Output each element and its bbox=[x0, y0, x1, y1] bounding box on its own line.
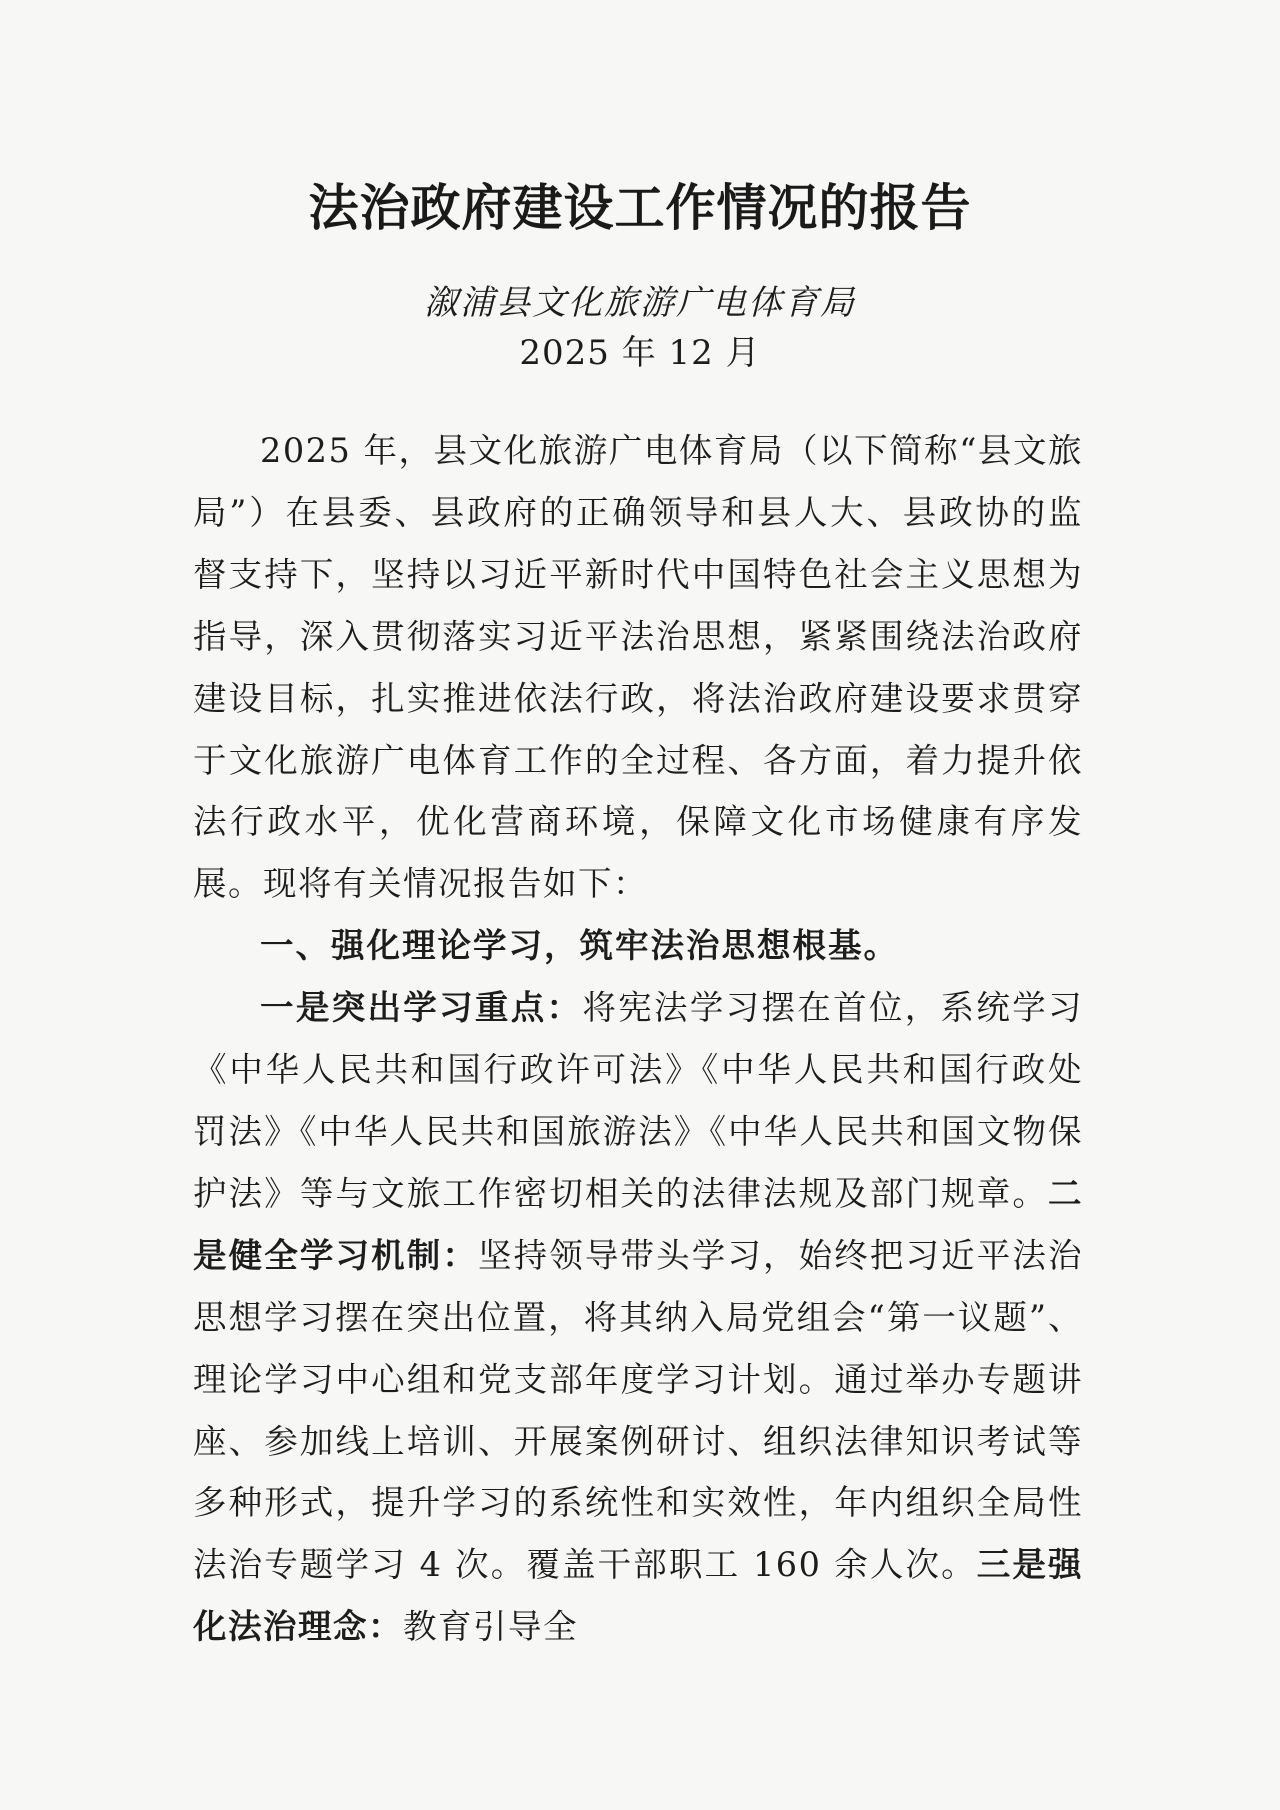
point-3-label: 三是强化法治理念： bbox=[193, 1545, 1083, 1647]
intro-paragraph: 2025 年，县文化旅游广电体育局（以下简称“县文旅局”）在县委、县政府的正确领导和县人大、县政协的监督支持下，坚持以习近平新时代中国特色社会主义思想为指导，深入贯彻落实习近平法治思想，紧紧围绕法治政府建设目标，扎实推进依法行政，将法治政府建设要求贯穿于文化旅游广电体育工作的全过程、各方面，着力提升依法行政水平，优化营商环境，保障文化市场健康有序发展。现将有关情况报告如下： bbox=[193, 431, 1083, 904]
point-2-label: 二是健全学习机制： bbox=[193, 1173, 1083, 1275]
point-2-text: 坚持领导带头学习，始终把习近平法治思想学习摆在突出位置，将其纳入局党组会“第一议题”、理论学习中心组和党支部年度学习计划。通过举办专题讲座、参加线上培训、开展案例研讨、组织法律知识考试等多种形式，提升学习的系统性和实效性，年内组织全局性法治专题学习 4 次。覆盖干部职工 160 余人次。 bbox=[193, 1235, 1083, 1585]
point-1-text: 将宪法学习摆在首位，系统学习《中华人民共和国行政许可法》《中华人民共和国行政处罚法》《中华人民共和国旅游法》《中华人民共和国文物保护法》等与文旅工作密切相关的法律法规及部门规章。 bbox=[193, 988, 1084, 1213]
section-1-heading: 一、强化理论学习，筑牢法治思想根基。 bbox=[260, 926, 899, 966]
issuing-organization: 溆浦县文化旅游广电体育局 bbox=[424, 283, 856, 323]
point-1-label: 一是突出学习重点： bbox=[260, 988, 583, 1028]
section-1-paragraph bbox=[193, 977, 1083, 1658]
document-title: 法治政府建设工作情况的报告 bbox=[308, 178, 972, 237]
document-date: 2025 年 12 月 bbox=[519, 333, 761, 373]
document-body bbox=[193, 420, 1083, 1658]
point-3-text: 教育引导全 bbox=[403, 1607, 578, 1647]
